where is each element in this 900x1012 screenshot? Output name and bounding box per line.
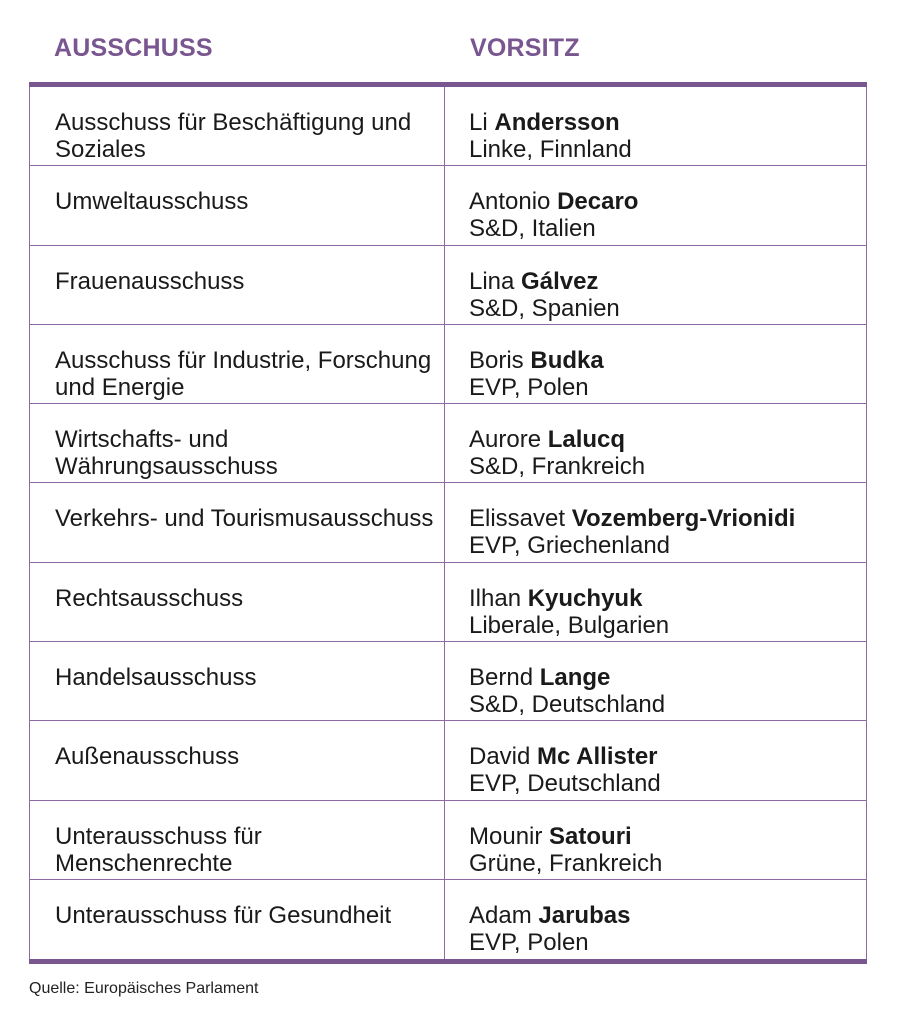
- chair-party-country: EVP, Polen: [469, 373, 589, 401]
- table-row: [29, 563, 867, 642]
- chair-first-name: Ilhan: [469, 584, 522, 612]
- chair-last-name: Decaro: [557, 188, 639, 216]
- committee-cell: Umweltausschuss: [29, 166, 445, 244]
- committee-cell: Rechtsausschuss: [29, 563, 445, 641]
- chair-first-name: David: [469, 743, 531, 771]
- chair-last-name: Vozemberg-Vrionidi: [571, 505, 796, 533]
- chair-cell: [445, 87, 867, 165]
- source-note: Quelle: Europäisches Parlament: [29, 980, 259, 997]
- committee-cell: Handelsausschuss: [29, 642, 445, 720]
- chair-name: [469, 188, 866, 215]
- chair-last-name: Jarubas: [538, 901, 631, 929]
- chair-name: [469, 743, 866, 770]
- chair-first-name: Aurore: [469, 426, 542, 454]
- chair-cell: [445, 642, 867, 720]
- chair-cell: [445, 721, 867, 799]
- chair-first-name: Antonio: [469, 188, 551, 216]
- chair-party-country: EVP, Griechenland: [469, 532, 671, 560]
- chair-party-country: Linke, Finnland: [469, 136, 632, 163]
- chair-last-name: Budka: [530, 346, 604, 374]
- table-row: [29, 325, 867, 404]
- committee-cell: Verkehrs- und Tourismusausschuss: [29, 483, 445, 561]
- chair-cell: [445, 325, 867, 403]
- chair-first-name: Elissavet: [469, 505, 566, 533]
- chair-name: [469, 585, 866, 612]
- table-row: [29, 801, 867, 880]
- table-row: [29, 483, 867, 562]
- chair-name: [469, 505, 866, 532]
- committee-cell: Frauenausschuss: [29, 246, 445, 324]
- committee-cell: Ausschuss für Industrie, Forschung und Energie: [29, 325, 445, 403]
- table-row: [29, 404, 867, 483]
- chair-first-name: Bernd: [469, 664, 534, 692]
- chair-party-country: EVP, Deutschland: [469, 770, 661, 798]
- chair-party-country: S&D, Spanien: [469, 294, 620, 322]
- chair-cell: [445, 880, 867, 959]
- chair-cell: [445, 404, 867, 482]
- chair-first-name: Lina: [469, 267, 515, 295]
- chair-last-name: Mc Allister: [537, 743, 658, 771]
- chair-party-country: Liberale, Bulgarien: [469, 611, 670, 639]
- chair-last-name: Andersson: [494, 109, 620, 136]
- column-header-committee: AUSSCHUSS: [54, 34, 213, 62]
- chair-party-country: S&D, Deutschland: [469, 691, 666, 719]
- chair-name: [469, 109, 866, 136]
- committee-cell: Wirtschafts- und Währungsausschuss: [29, 404, 445, 482]
- chair-first-name: Boris: [469, 346, 524, 374]
- chair-name: [469, 664, 866, 691]
- chair-party-country: Grüne, Frankreich: [469, 849, 663, 877]
- chair-first-name: Adam: [469, 901, 532, 929]
- chair-party-country: S&D, Italien: [469, 215, 596, 243]
- committee-cell: Ausschuss für Beschäftigung und Soziales: [29, 87, 445, 165]
- chair-last-name: Satouri: [549, 822, 632, 850]
- table-header: [0, 34, 900, 70]
- chair-name: [469, 823, 866, 850]
- table-row: [29, 721, 867, 800]
- chair-cell: [445, 563, 867, 641]
- committee-cell: Unterausschuss für Menschenrechte: [29, 801, 445, 879]
- chair-first-name: Li: [469, 109, 488, 136]
- column-header-chair: VORSITZ: [470, 34, 580, 62]
- table-row: [29, 166, 867, 245]
- chair-cell: [445, 246, 867, 324]
- chair-party-country: EVP, Polen: [469, 928, 589, 956]
- table-row: [29, 87, 867, 166]
- chair-last-name: Kyuchyuk: [527, 584, 643, 612]
- chair-cell: [445, 166, 867, 244]
- chair-party-country: S&D, Frankreich: [469, 453, 646, 481]
- chair-name: [469, 426, 866, 453]
- committee-cell: Außenausschuss: [29, 721, 445, 799]
- table-row: [29, 642, 867, 721]
- chair-name: [469, 347, 866, 374]
- chair-last-name: Lange: [539, 664, 611, 692]
- committee-table: [29, 82, 867, 964]
- chair-cell: [445, 483, 867, 561]
- chair-last-name: Lalucq: [547, 426, 626, 454]
- table-row: [29, 880, 867, 959]
- chair-first-name: Mounir: [469, 822, 543, 850]
- chair-name: [469, 268, 866, 295]
- chair-name: [469, 902, 866, 929]
- chair-cell: [445, 801, 867, 879]
- committee-cell: Unterausschuss für Gesundheit: [29, 880, 445, 959]
- table-row: [29, 246, 867, 325]
- chair-last-name: Gálvez: [521, 267, 599, 295]
